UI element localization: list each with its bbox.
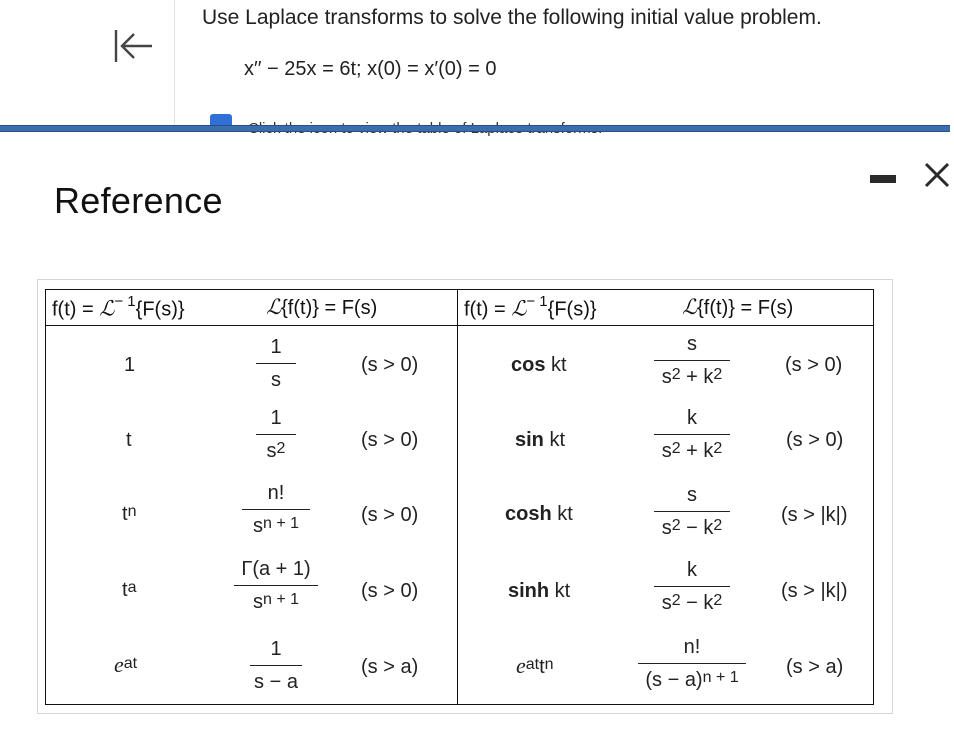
reference-title: Reference [54,180,223,221]
table-column-divider [457,290,458,704]
table-fraction: k $s^2 + k^2$ [654,405,730,466]
table-cell-f: 1 [124,354,136,376]
table-fraction: 1 $s^2$ [256,405,296,466]
header-inverse-right: f(t) = ℒ$^{- 1}${F(s)} [464,293,597,321]
table-condition: (s > 0) [361,354,419,376]
table-cell-f: $e^{at}t^n$ [516,653,554,678]
table-fraction: k $s^2 - k^2$ [654,557,730,618]
table-cell-f: $e^{at}$ [114,652,138,677]
table-header-rule [46,325,873,326]
table-fraction: n! $s^{n + 1}$ [242,480,310,541]
table-condition: (s > |k|) [781,504,848,526]
table-cell-f: $t^n$ [122,503,137,525]
table-condition: (s > 0) [785,354,843,376]
panel-divider [174,0,175,128]
table-cell-f: $t^a$ [122,579,137,601]
table-cell-f: t [126,429,132,451]
header-inverse-left: f(t) = ℒ$^{- 1}${F(s)} [52,293,185,321]
table-cell-f: sin kt [515,429,566,451]
table-fraction: s $s^2 + k^2$ [654,331,730,392]
minimize-icon[interactable] [870,175,896,183]
table-fraction: 1 s − a [250,636,302,695]
close-icon[interactable] [922,160,954,192]
header-transform-right: ℒ{f(t)} = F(s) [682,295,794,319]
table-fraction: n! $(s - a)^{n + 1}$ [638,634,746,695]
table-fraction: 1 s [256,334,296,393]
collapse-panel-icon[interactable] [112,28,156,64]
table-condition: (s > a) [786,656,844,678]
table-cell-f: sinh kt [508,580,571,602]
table-cell-f: cosh kt [505,503,573,525]
table-condition: (s > |k|) [781,580,848,602]
reference-window-titlebar [0,125,950,132]
problem-equation: x′′ − 25x = 6t; x(0) = x′(0) = 0 [244,58,497,80]
header-transform-left: ℒ{f(t)} = F(s) [266,295,378,319]
table-fraction: Γ(a + 1) $s^{n + 1}$ [234,556,318,617]
table-condition: (s > a) [361,656,419,678]
table-condition: (s > 0) [786,429,844,451]
table-condition: (s > 0) [361,504,419,526]
table-cell-f: cos kt [511,354,567,376]
problem-prompt: Use Laplace transforms to solve the following initial value problem. [202,6,822,29]
table-fraction: s $s^2 - k^2$ [654,482,730,543]
table-condition: (s > 0) [361,429,419,451]
laplace-transform-table [45,289,874,705]
table-condition: (s > 0) [361,580,419,602]
